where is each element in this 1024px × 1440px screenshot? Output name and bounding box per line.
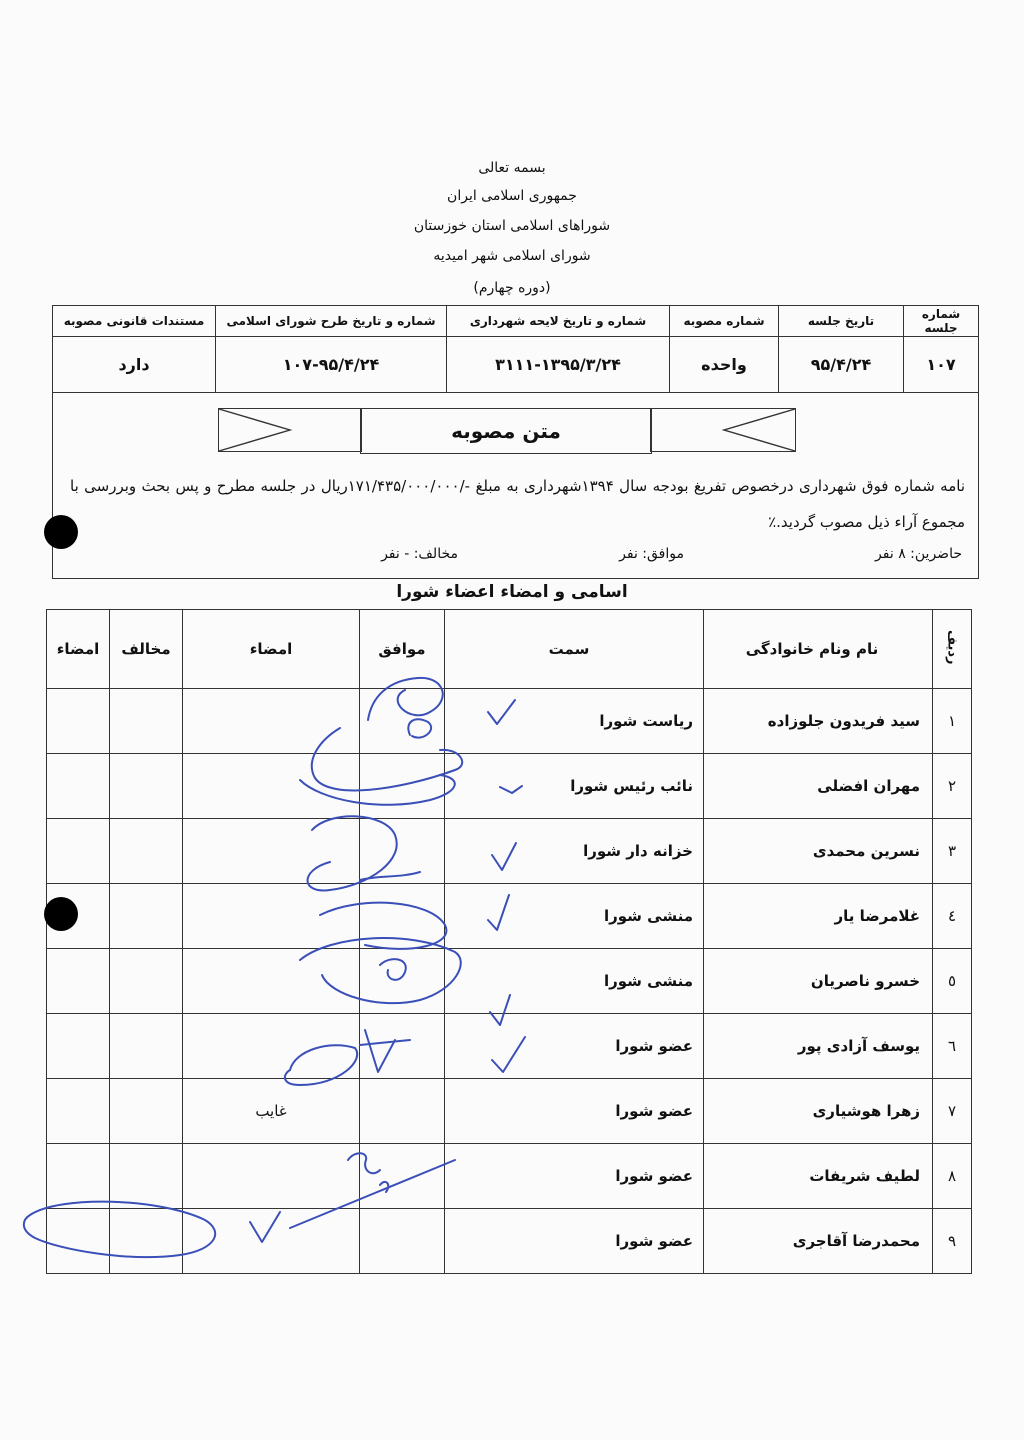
oppose-cell	[110, 1209, 183, 1274]
oppose-cell	[110, 1079, 183, 1144]
members-table	[46, 609, 972, 1274]
row-number: ٥	[933, 949, 972, 1014]
col-sign2-header: امضاء	[47, 610, 110, 689]
row-number: ۱	[933, 689, 972, 754]
agree-cell	[360, 754, 445, 819]
council-plan: ۱۰۷-۹۵/۴/۲۴	[216, 337, 447, 393]
present-count: حاضرین: ۸ نفر	[875, 546, 962, 562]
row-number: ٤	[933, 884, 972, 949]
member-position: عضو شورا	[445, 1209, 704, 1274]
table-row	[47, 689, 972, 754]
member-position: منشی شورا	[445, 949, 704, 1014]
member-name: زهرا هوشیاری	[704, 1079, 933, 1144]
table-row	[47, 1209, 972, 1274]
col-name-header: نام ونام خانوادگی	[704, 610, 933, 689]
resolution-number: واحده	[670, 337, 779, 393]
meta-header: شماره مصوبه	[670, 306, 779, 337]
meta-header: تاریخ جلسه	[779, 306, 904, 337]
agree-cell	[360, 1079, 445, 1144]
legal-basis: دارد	[53, 337, 216, 393]
member-position: خزانه دار شورا	[445, 819, 704, 884]
resolution-title: متن مصوبه	[360, 408, 652, 454]
sign-cell	[183, 754, 360, 819]
agree-cell	[360, 884, 445, 949]
header-province-council: شوراهای اسلامی استان خوزستان	[413, 218, 611, 234]
row-number: ۳	[933, 819, 972, 884]
resolution-text: نامه شماره فوق شهرداری درخصوص تفریغ بودجه سال ۱۳۹۴شهرداری به مبلغ -/۱۷۱/۴۳۵/۰۰۰/۰۰۰ریال در جلسه مطرح و پس بحث وبررسی با مجموع آراء ذیل مصوب گردید.٪	[70, 477, 965, 531]
member-position: ریاست شورا	[445, 689, 704, 754]
meta-header: مستندات قانونی مصوبه	[53, 306, 216, 337]
banner-right	[650, 408, 796, 452]
member-position: عضو شورا	[445, 1144, 704, 1209]
agree-cell	[360, 949, 445, 1014]
header-city-council: شورای اسلامی شهر امیدیه	[433, 248, 591, 264]
punch-hole-icon	[44, 515, 78, 549]
col-position-header: سمت	[445, 610, 704, 689]
oppose-cell	[110, 819, 183, 884]
sign2-cell	[47, 689, 110, 754]
punch-hole-icon	[44, 897, 78, 931]
member-name: یوسف آزادی پور	[704, 1014, 933, 1079]
member-position: منشی شورا	[445, 884, 704, 949]
member-position: عضو شورا	[445, 1079, 704, 1144]
meta-table	[52, 305, 979, 393]
member-name: لطیف شریفات	[704, 1144, 933, 1209]
row-number: ٧	[933, 1079, 972, 1144]
oppose-cell	[110, 884, 183, 949]
member-name: سید فریدون جلوزاده	[704, 689, 933, 754]
sign-cell	[183, 1209, 360, 1274]
header-country: جمهوری اسلامی ایران	[447, 188, 577, 204]
municipality-bill: ۳۱۱۱-۱۳۹۵/۳/۲۴	[447, 337, 670, 393]
header-term: (دوره چهارم)	[473, 280, 551, 296]
member-position: عضو شورا	[445, 1014, 704, 1079]
table-row	[47, 1079, 972, 1144]
sign2-cell	[47, 1209, 110, 1274]
agree-cell	[360, 819, 445, 884]
col-sign-header: امضاء	[183, 610, 360, 689]
oppose-cell	[110, 1014, 183, 1079]
sign2-cell	[47, 1079, 110, 1144]
sign2-cell	[47, 819, 110, 884]
sign-cell	[183, 1144, 360, 1209]
agree-count: موافق: نفر	[619, 546, 684, 562]
banner-left	[218, 408, 362, 452]
oppose-cell	[110, 754, 183, 819]
sign-cell	[183, 1014, 360, 1079]
agree-cell	[360, 1209, 445, 1274]
col-oppose-header: مخالف	[110, 610, 183, 689]
agree-cell	[360, 1014, 445, 1079]
sign-cell	[183, 819, 360, 884]
meta-header: شماره و تاریخ لایحه شهرداری	[447, 306, 670, 337]
members-title: اسامی و امضاء اعضاء شورا	[396, 582, 628, 602]
header-bismillah: بسمه تعالی	[478, 160, 546, 176]
member-name: محمدرضا آقاجری	[704, 1209, 933, 1274]
oppose-cell	[110, 949, 183, 1014]
member-name: نسرین محمدی	[704, 819, 933, 884]
sign-cell	[183, 689, 360, 754]
sign-cell	[183, 884, 360, 949]
member-name: خسرو ناصریان	[704, 949, 933, 1014]
sign2-cell	[47, 1014, 110, 1079]
member-name: غلامرضا یار	[704, 884, 933, 949]
sign2-cell	[47, 1144, 110, 1209]
row-number: ٦	[933, 1014, 972, 1079]
table-row	[47, 1014, 972, 1079]
table-row	[47, 1144, 972, 1209]
session-date: ۹۵/۴/۲۴	[779, 337, 904, 393]
sign-cell	[183, 949, 360, 1014]
sign2-cell	[47, 949, 110, 1014]
sign-cell: غایب	[183, 1079, 360, 1144]
table-row	[47, 819, 972, 884]
sign2-cell	[47, 754, 110, 819]
meta-header: شماره و تاریخ طرح شورای اسلامی	[216, 306, 447, 337]
table-row	[47, 949, 972, 1014]
meta-header: شماره جلسه	[904, 306, 979, 337]
agree-cell	[360, 1144, 445, 1209]
agree-cell	[360, 689, 445, 754]
member-position: نائب رئیس شورا	[445, 754, 704, 819]
row-number: ٩	[933, 1209, 972, 1274]
table-row	[47, 754, 972, 819]
oppose-cell	[110, 1144, 183, 1209]
row-number: ۲	[933, 754, 972, 819]
oppose-cell	[110, 689, 183, 754]
col-row-header: ردیف	[933, 610, 972, 689]
oppose-count: مخالف: - نفر	[381, 546, 458, 562]
session-number: ۱۰۷	[904, 337, 979, 393]
table-row	[47, 884, 972, 949]
row-number: ٨	[933, 1144, 972, 1209]
member-name: مهران افضلی	[704, 754, 933, 819]
col-agree-header: موافق	[360, 610, 445, 689]
